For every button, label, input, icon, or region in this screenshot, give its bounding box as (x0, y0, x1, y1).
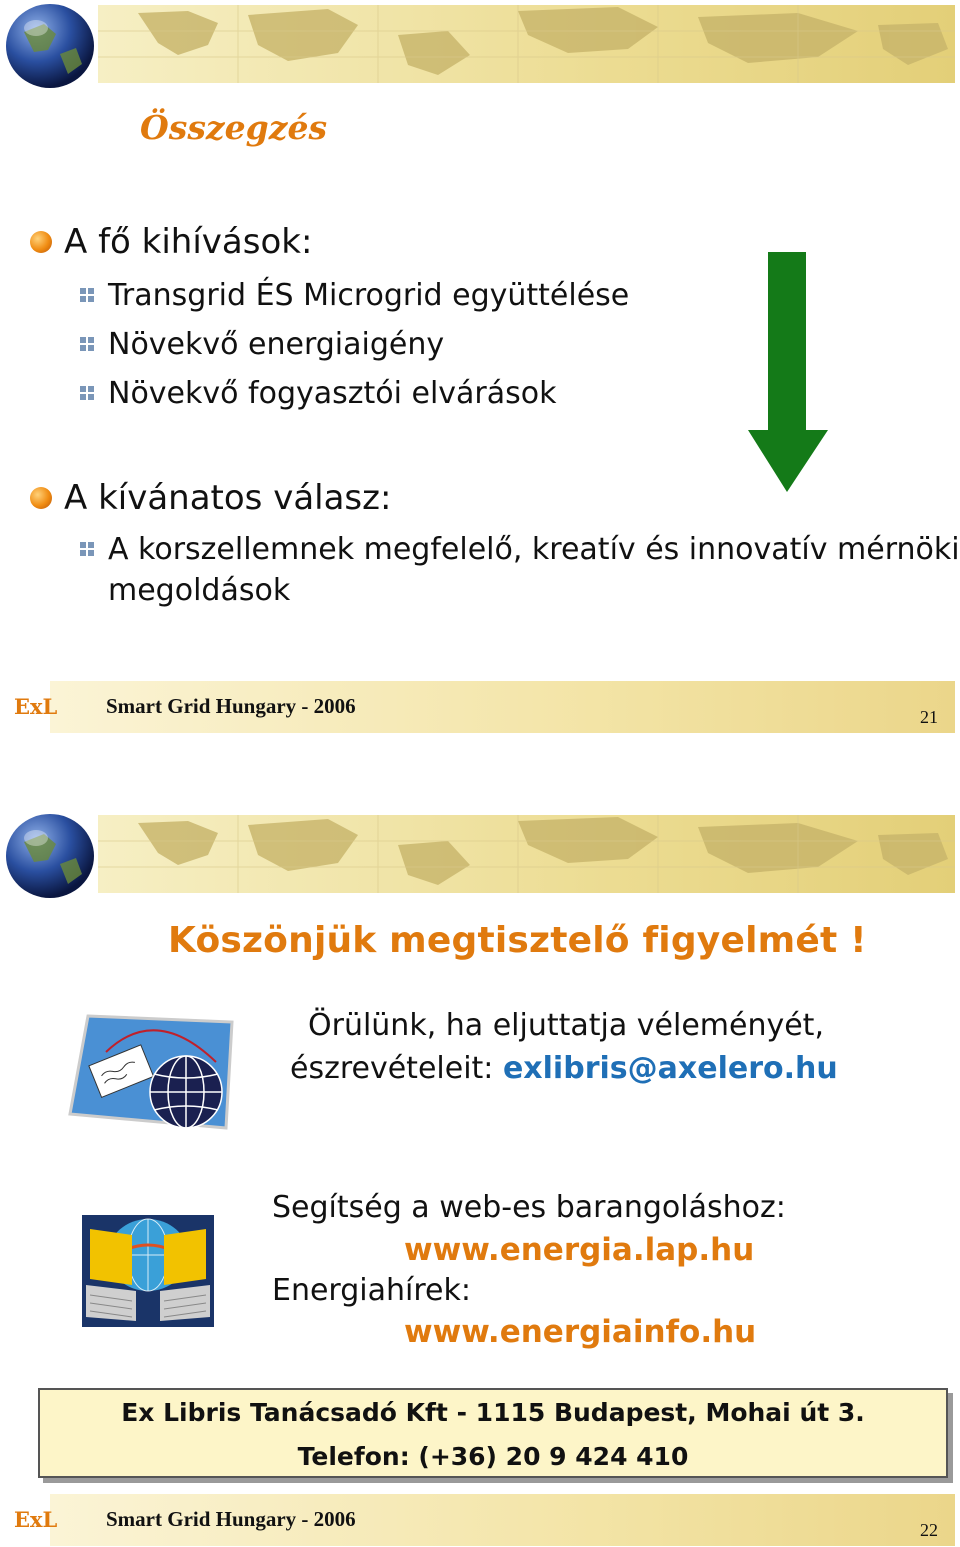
globe-icon (4, 812, 96, 900)
sub-bullet (80, 532, 960, 567)
sub-bullet (80, 327, 444, 362)
mail-globe-icon (66, 1010, 236, 1130)
slide-footer (0, 681, 960, 733)
contact-address: Ex Libris Tanácsadó Kft - 1115 Budapest, Mohai út 3. (121, 1398, 865, 1427)
sub-bullet-text: Növekvő energiaigény (108, 327, 445, 362)
help-label: Segítség a web-es barangoláshoz: (272, 1190, 786, 1225)
sub-bullet (80, 278, 629, 313)
exl-logo: ExL (14, 694, 58, 719)
feedback-line-2 (290, 1051, 838, 1086)
sub-bullet-text: A korszellemnek megfelelő, kreatív és innovatív mérnöki (108, 532, 960, 567)
footer-org: Smart Grid Hungary - 2006 (106, 694, 356, 718)
world-map-banner (98, 5, 955, 83)
sub-bullet-icon (80, 337, 94, 351)
world-map-banner (98, 815, 955, 893)
sub-bullet-text: Transgrid ÉS Microgrid együttélése (108, 278, 630, 313)
slide-footer (0, 1494, 960, 1546)
page-number: 22 (920, 1520, 938, 1540)
sub-bullet-icon (80, 288, 94, 302)
sub-bullet-continuation (108, 573, 290, 608)
news-label: Energiahírek: (272, 1273, 471, 1308)
bullet-dot-icon (30, 231, 52, 253)
news-link[interactable]: www.energiainfo.hu (404, 1314, 757, 1350)
sub-bullet-text: Növekvő fogyasztói elvárások (108, 376, 557, 411)
email-link[interactable]: exlibris@axelero.hu (502, 1051, 838, 1086)
bullet-label: A fő kihívások: (64, 222, 313, 262)
down-arrow-icon (748, 252, 828, 492)
bullet-response (30, 478, 391, 518)
sub-bullet-icon (80, 386, 94, 400)
network-computers-icon (82, 1215, 214, 1327)
globe-icon (4, 2, 96, 90)
slide-21 (0, 0, 960, 740)
bullet-challenges (30, 222, 312, 262)
help-link[interactable]: www.energia.lap.hu (404, 1232, 755, 1268)
contact-box (38, 1388, 948, 1478)
exl-logo: ExL (14, 1507, 58, 1532)
sub-bullet (80, 376, 557, 411)
sub-bullet-text: megoldások (108, 573, 291, 608)
contact-phone: Telefon: (+36) 20 9 424 410 (297, 1442, 689, 1471)
footer-org: Smart Grid Hungary - 2006 (106, 1507, 356, 1531)
bullet-dot-icon (30, 487, 52, 509)
feedback-line-1: Örülünk, ha eljuttatja véleményét, (308, 1008, 824, 1043)
bullet-label: A kívánatos válasz: (64, 478, 392, 518)
thank-you-title: Köszönjük megtisztelő figyelmét ! (168, 920, 867, 961)
feedback-prefix: észrevételeit: (290, 1051, 494, 1086)
slide-title: Összegzés (140, 108, 328, 147)
page-number: 21 (920, 707, 938, 727)
slide-22 (0, 810, 960, 1547)
sub-bullet-icon (80, 542, 94, 556)
